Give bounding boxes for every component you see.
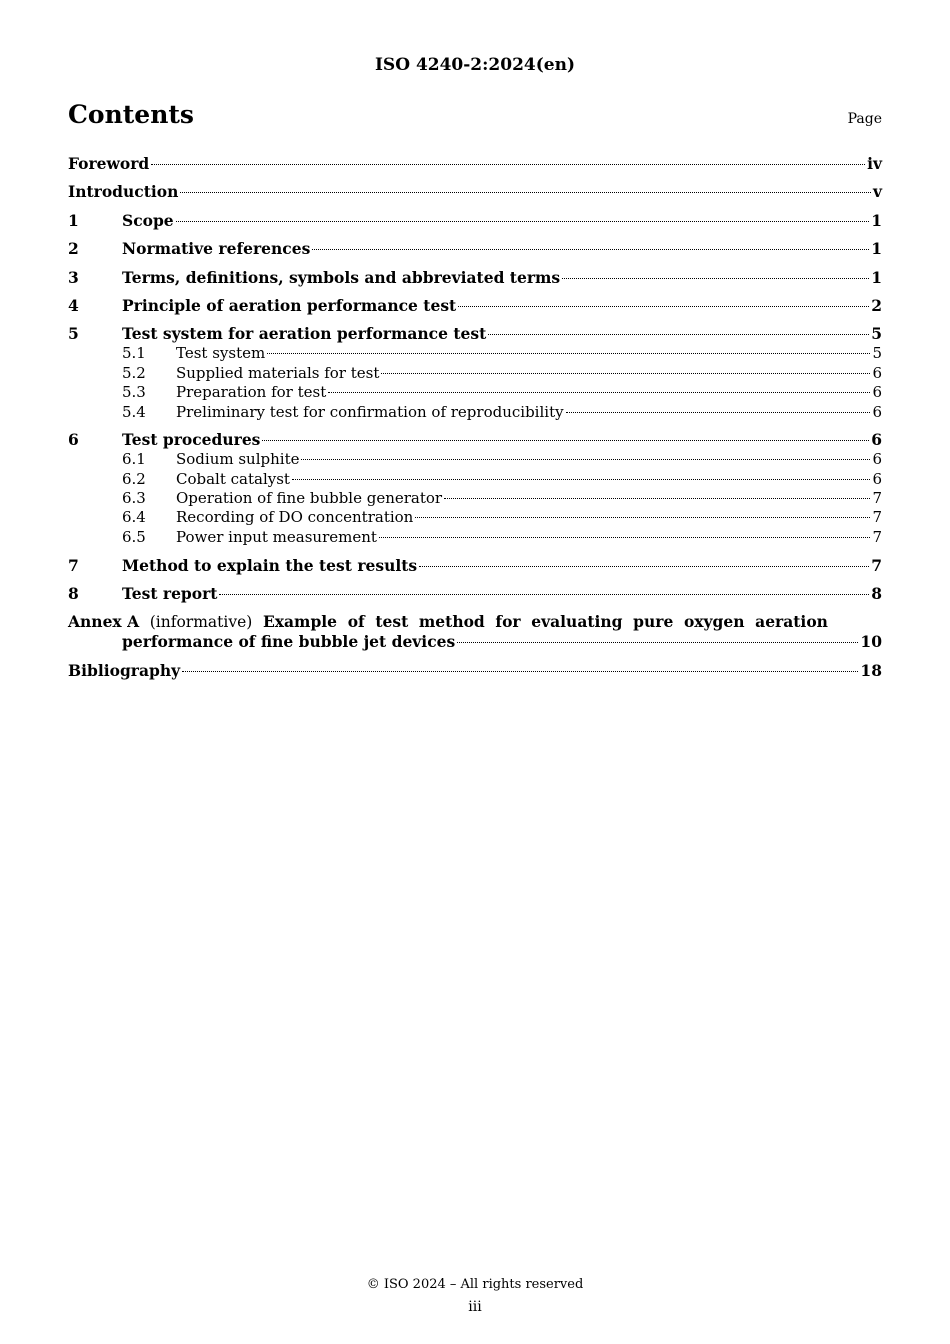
toc-entry[interactable] <box>68 239 882 259</box>
toc-entry-number: 6.4 <box>122 508 146 527</box>
toc-entry-number: 5.4 <box>122 402 146 421</box>
toc-entry-page: 2 <box>871 295 882 315</box>
toc-entry-title: Bibliography <box>68 660 181 680</box>
toc-entry-page: 6 <box>872 363 882 382</box>
toc-entry-page: 1 <box>871 239 882 259</box>
annex-title-word: evaluating <box>531 612 623 632</box>
toc-entry[interactable] <box>68 430 882 450</box>
toc-entry-title: Test system <box>176 344 266 363</box>
toc-entry[interactable] <box>68 296 882 316</box>
annex-label: Annex A <box>68 612 140 632</box>
dot-leader <box>458 306 869 307</box>
toc-entry-page: 6 <box>872 402 882 421</box>
toc-entry-number: 6.1 <box>122 450 146 469</box>
toc-entry-number: 6.5 <box>122 527 146 546</box>
toc-entry-number: 6 <box>68 430 79 450</box>
toc-entry-title: Method to explain the test results <box>122 555 418 575</box>
toc-entry[interactable] <box>68 154 882 174</box>
page-number: iii <box>468 1299 482 1315</box>
toc-entry-number: 3 <box>68 267 79 287</box>
dot-leader <box>444 498 870 499</box>
toc-entry-number: 8 <box>68 584 79 604</box>
toc-entry-page: 1 <box>871 210 882 230</box>
dot-leader <box>457 642 858 643</box>
toc-entry-title: Scope <box>122 210 174 230</box>
toc-entry-page: 5 <box>872 344 882 363</box>
copyright-notice: © ISO 2024 – All rights reserved <box>366 1277 584 1292</box>
toc-entry[interactable] <box>68 211 882 231</box>
annex-title-word: pure <box>633 612 674 632</box>
toc-entry-title: Normative references <box>122 239 311 259</box>
toc-entry-title: Power input measurement <box>176 527 377 546</box>
dot-leader <box>292 479 870 480</box>
toc-entry[interactable] <box>68 450 882 469</box>
toc-entry-annex[interactable] <box>68 612 882 652</box>
toc-entry-title: Preparation for test <box>176 383 327 402</box>
toc-entry[interactable] <box>68 344 882 363</box>
toc-entry-title: Operation of fine bubble generator <box>176 489 443 508</box>
toc-entry[interactable] <box>68 324 882 344</box>
toc-entry-page: iv <box>867 154 882 173</box>
annex-title-word: method <box>418 612 485 632</box>
annex-title-word: of <box>347 612 365 632</box>
toc-entry-number: 5.2 <box>122 363 146 382</box>
toc-entry-page: 6 <box>872 450 882 469</box>
annex-title-line-1 <box>68 612 828 632</box>
toc-entry[interactable] <box>68 556 882 576</box>
toc-entry-page: 7 <box>872 527 882 546</box>
toc-entry-page: v <box>872 182 882 202</box>
toc-entry-bibliography[interactable] <box>68 661 882 681</box>
dot-leader <box>419 566 869 567</box>
contents-title: Contents <box>68 100 195 129</box>
annex-page: 10 <box>860 632 882 652</box>
toc-entry[interactable] <box>68 364 882 383</box>
dot-leader <box>301 459 870 460</box>
toc-entry-page: 6 <box>871 430 882 450</box>
toc-entry[interactable] <box>68 489 882 508</box>
toc-entry-number: 4 <box>68 295 79 315</box>
dot-leader <box>262 440 869 441</box>
dot-leader <box>415 517 870 518</box>
toc-entry-page: 5 <box>871 324 882 344</box>
dot-leader <box>312 249 869 250</box>
toc-entry-title: Sodium sulphite <box>176 450 300 469</box>
contents-header <box>68 100 882 129</box>
toc-entry-title: Terms, definitions, symbols and abbreviated terms <box>122 267 561 287</box>
annex-title-word: oxygen <box>683 612 745 632</box>
toc-entry-title: Preliminary test for confirmation of reproducibility <box>176 402 564 421</box>
dot-leader <box>381 373 870 374</box>
toc-entry[interactable] <box>68 528 882 547</box>
toc-entry-title: Test procedures <box>122 430 261 450</box>
dot-leader <box>566 412 871 413</box>
toc-entry-page: 1 <box>871 267 882 287</box>
toc-entry-title: Test system for aeration performance test <box>122 324 487 344</box>
annex-title-continuation: performance of fine bubble jet devices <box>122 632 456 652</box>
toc-entry-page: 7 <box>871 555 882 575</box>
toc-entry-title: Supplied materials for test <box>176 363 380 382</box>
dot-leader <box>176 221 870 222</box>
toc-entry[interactable] <box>68 403 882 422</box>
page-column-label: Page <box>847 111 882 127</box>
toc-entry[interactable] <box>68 268 882 288</box>
annex-title-line-2 <box>68 632 882 652</box>
dot-leader <box>151 164 865 165</box>
toc-entry[interactable] <box>68 182 882 202</box>
toc-entry[interactable] <box>68 508 882 527</box>
toc-entry-number: 5 <box>68 324 79 344</box>
page-footer <box>0 1276 950 1316</box>
toc-entry-title: Foreword <box>68 154 150 173</box>
toc-entry-number: 2 <box>68 239 79 259</box>
toc-entry[interactable] <box>68 470 882 489</box>
dot-leader <box>180 192 871 193</box>
toc-entry-title: Test report <box>122 584 218 604</box>
toc-entry-title: Introduction <box>68 182 179 202</box>
document-id: ISO 4240-2:2024(en) <box>374 55 575 75</box>
toc-entry-number: 6.3 <box>122 489 146 508</box>
toc-entry[interactable] <box>68 584 882 604</box>
annex-title-word: aeration <box>755 612 828 632</box>
toc-entry-page: 6 <box>872 383 882 402</box>
toc-entry-page: 6 <box>872 469 882 488</box>
annex-type: (informative) <box>149 613 253 632</box>
toc-entry-title: Principle of aeration performance test <box>122 295 457 315</box>
toc-entry-number: 6.2 <box>122 469 146 488</box>
toc-entry-number: 1 <box>68 210 79 230</box>
table-of-contents <box>68 154 882 681</box>
toc-entry-title: Recording of DO concentration <box>176 508 414 527</box>
dot-leader <box>562 278 869 279</box>
dot-leader <box>219 594 869 595</box>
toc-entry-number: 7 <box>68 555 79 575</box>
toc-entry-page: 7 <box>872 508 882 527</box>
toc-entry-page: 8 <box>871 584 882 604</box>
annex-title-word: test <box>375 612 409 632</box>
toc-entry-page: 18 <box>860 660 882 680</box>
toc-entry-number: 5.3 <box>122 383 146 402</box>
toc-entry-page: 7 <box>872 489 882 508</box>
toc-entry[interactable] <box>68 383 882 402</box>
toc-entry-title: Cobalt catalyst <box>176 469 290 488</box>
annex-title-word: Example <box>262 612 338 632</box>
dot-leader <box>488 334 869 335</box>
dot-leader <box>267 353 870 354</box>
annex-title-word: for <box>495 612 521 632</box>
toc-entry-number: 5.1 <box>122 344 146 363</box>
dot-leader <box>182 671 858 672</box>
dot-leader <box>328 392 870 393</box>
dot-leader <box>379 537 871 538</box>
